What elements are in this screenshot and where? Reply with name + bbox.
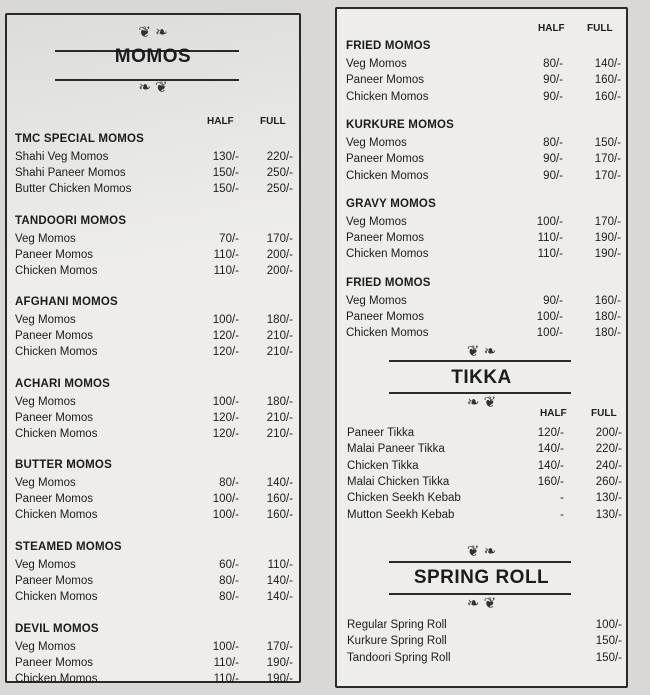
price-half: 90/- <box>543 294 563 307</box>
price-half: 80/- <box>219 575 239 587</box>
item-name: Chicken Momos <box>15 591 98 603</box>
menu-row <box>346 311 621 327</box>
menu-row <box>15 330 293 346</box>
price-half: 120/- <box>212 330 239 343</box>
item-name: Paneer Momos <box>346 74 424 87</box>
price-half: 100/- <box>212 509 239 522</box>
price-full: 180/- <box>594 311 621 323</box>
price-half: 110/- <box>213 672 239 685</box>
price-full: 190/- <box>594 232 621 245</box>
menu-row <box>15 509 293 525</box>
price-half: 160/- <box>537 475 564 488</box>
col-half: HALF <box>538 23 565 34</box>
price-half: 90/- <box>543 169 563 182</box>
flourish-top-icon: ❦ ❧ <box>466 543 497 560</box>
item-name: Veg Momos <box>15 232 76 245</box>
price-half: 150/- <box>212 167 239 179</box>
item-name: Paneer Momos <box>15 493 93 506</box>
price-full: 130/- <box>595 492 622 505</box>
item-name: Veg Momos <box>346 136 407 149</box>
item-name: Paneer Momos <box>346 153 424 166</box>
item-name: Veg Momos <box>15 559 76 571</box>
price-full: 110/- <box>267 559 293 571</box>
price-half: 90/- <box>543 74 563 87</box>
price-half: 80/- <box>543 58 563 70</box>
item-name: Veg Momos <box>346 58 407 70</box>
menu-row <box>15 396 293 412</box>
menu-row <box>346 295 621 311</box>
price-half: 140/- <box>537 443 564 456</box>
price-full: 180/- <box>266 314 293 327</box>
price-full: 210/- <box>266 427 293 440</box>
momos-panel <box>5 13 301 683</box>
price-half: 100/- <box>212 493 239 506</box>
price-half: 80/- <box>543 136 563 149</box>
item-name: Veg Momos <box>346 215 407 228</box>
item-name: Chicken Seekh Kebab <box>347 492 461 505</box>
flourish-bottom-icon: ❧ ❦ <box>466 595 497 612</box>
price-full: 140/- <box>266 591 293 603</box>
item-name: Shahi Veg Momos <box>15 151 109 163</box>
price-half: 110/- <box>213 264 239 277</box>
item-name: Kurkure Spring Roll <box>347 635 447 648</box>
price-full: 150/- <box>595 635 622 648</box>
menu-row <box>15 167 293 183</box>
price-full: 170/- <box>266 232 293 245</box>
menu-row <box>346 216 621 232</box>
menu-row <box>347 443 622 459</box>
menu-row <box>15 493 293 509</box>
item-name: Tandoori Spring Roll <box>347 651 451 664</box>
price-full: 190/- <box>266 656 293 669</box>
section-heading: GRAVY MOMOS <box>346 197 436 210</box>
price-half: 90/- <box>543 90 563 103</box>
menu-row <box>15 428 293 444</box>
price-full: 170/- <box>594 215 621 228</box>
price-full: 250/- <box>266 183 293 195</box>
price-full: 260/- <box>595 475 622 488</box>
item-name: Paneer Momos <box>15 575 93 587</box>
col-full: FULL <box>587 23 613 34</box>
price-half: 110/- <box>537 248 563 261</box>
price-full: 170/- <box>266 640 293 653</box>
price-full: 220/- <box>595 443 622 456</box>
item-name: Veg Momos <box>15 477 76 490</box>
price-half: 100/- <box>536 327 563 340</box>
price-half: 100/- <box>212 640 239 653</box>
menu-row <box>347 635 622 651</box>
price-full: 210/- <box>266 411 293 424</box>
menu-row <box>347 476 622 492</box>
price-half: 100/- <box>536 215 563 228</box>
menu-row <box>346 91 621 107</box>
price-full: 100/- <box>595 619 622 631</box>
banner-line-top <box>389 561 571 563</box>
menu-row <box>15 559 293 575</box>
item-name: Chicken Momos <box>346 327 429 340</box>
menu-row <box>15 265 293 281</box>
menu-row <box>15 233 293 249</box>
price-full: 210/- <box>266 330 293 343</box>
item-name: Chicken Momos <box>346 169 429 182</box>
item-name: Veg Momos <box>15 314 76 327</box>
price-half: 110/- <box>213 656 239 669</box>
item-name: Malai Paneer Tikka <box>347 443 445 456</box>
menu-row <box>347 619 622 635</box>
price-full: 200/- <box>266 248 293 261</box>
tikka-banner <box>337 342 626 414</box>
item-name: Paneer Momos <box>346 232 424 245</box>
fried-tikka-roll-panel <box>335 7 628 688</box>
item-name: Malai Chicken Tikka <box>347 475 450 488</box>
price-half: 80/- <box>219 477 239 490</box>
menu-row <box>15 673 293 689</box>
price-full: 160/- <box>594 90 621 103</box>
price-half: 110/- <box>213 248 239 261</box>
section-heading: ACHARI MOMOS <box>15 377 111 390</box>
price-full: 160/- <box>266 493 293 506</box>
price-full: 140/- <box>266 477 293 490</box>
item-name: Paneer Tikka <box>347 427 415 439</box>
tikka-title: TIKKA <box>451 367 512 388</box>
item-name: Butter Chicken Momos <box>15 183 132 195</box>
section-heading: DEVIL MOMOS <box>15 622 99 635</box>
menu-row <box>346 232 621 248</box>
price-half: - <box>560 492 564 505</box>
menu-row <box>15 183 293 199</box>
menu-row <box>346 58 621 74</box>
menu-row <box>347 652 622 668</box>
item-name: Paneer Momos <box>15 248 93 261</box>
price-full: 180/- <box>266 395 293 408</box>
item-name: Chicken Momos <box>15 672 98 685</box>
menu-row <box>347 492 622 508</box>
price-half: 100/- <box>536 311 563 323</box>
item-name: Mutton Seekh Kebab <box>347 508 455 521</box>
item-name: Paneer Momos <box>346 311 424 323</box>
price-half: 100/- <box>212 395 239 408</box>
price-half: 150/- <box>212 183 239 195</box>
flourish-top-icon: ❦ ❧ <box>466 343 497 360</box>
price-full: 140/- <box>594 58 621 70</box>
price-half: 70/- <box>219 232 239 245</box>
price-half: - <box>560 508 564 521</box>
price-full: 160/- <box>594 74 621 87</box>
price-full: 200/- <box>595 427 622 439</box>
menu-row <box>15 591 293 607</box>
item-name: Paneer Momos <box>15 411 93 424</box>
flourish-bottom-icon: ❧ ❦ <box>138 79 168 96</box>
menu-row <box>15 151 293 167</box>
section-heading: BUTTER MOMOS <box>15 459 112 472</box>
menu-row <box>15 657 293 673</box>
price-full: 160/- <box>594 294 621 307</box>
price-full: 150/- <box>595 651 622 664</box>
price-half: 120/- <box>212 411 239 424</box>
flourish-top-icon: ❦ ❧ <box>138 24 168 41</box>
price-full: 190/- <box>594 248 621 261</box>
section-heading: AFGHANI MOMOS <box>15 296 118 309</box>
price-full: 210/- <box>266 346 293 359</box>
price-full: 170/- <box>594 169 621 182</box>
menu-row <box>347 427 622 443</box>
item-name: Chicken Tikka <box>347 459 419 472</box>
item-name: Chicken Momos <box>15 346 98 359</box>
col-full: FULL <box>260 116 286 127</box>
price-half: 110/- <box>537 232 563 245</box>
section-heading: FRIED MOMOS <box>346 276 431 289</box>
menu-row <box>15 249 293 265</box>
price-full: 140/- <box>266 575 293 587</box>
momos-title: MOMOS <box>114 46 192 67</box>
price-full: 150/- <box>594 136 621 149</box>
spring-roll-banner <box>337 542 626 616</box>
menu-row <box>15 412 293 428</box>
item-name: Chicken Momos <box>15 509 98 522</box>
item-name: Paneer Momos <box>15 330 93 343</box>
section-heading: TANDOORI MOMOS <box>15 214 127 227</box>
menu-row <box>346 170 621 186</box>
item-name: Regular Spring Roll <box>347 619 447 631</box>
price-full: 200/- <box>266 264 293 277</box>
item-name: Chicken Momos <box>15 427 98 440</box>
item-name: Chicken Momos <box>346 90 429 103</box>
price-full: 220/- <box>266 151 293 163</box>
section-heading: KURKURE MOMOS <box>346 118 455 131</box>
item-name: Chicken Momos <box>15 264 98 277</box>
item-name: Paneer Momos <box>15 656 93 669</box>
menu-row <box>15 314 293 330</box>
menu-row <box>346 153 621 169</box>
price-full: 180/- <box>594 327 621 340</box>
menu-row <box>346 74 621 90</box>
tikka-col-half: HALF <box>540 408 567 419</box>
menu-row <box>347 460 622 476</box>
col-half: HALF <box>207 116 234 127</box>
banner-line-top <box>389 360 571 362</box>
item-name: Shahi Paneer Momos <box>15 167 126 179</box>
price-half: 90/- <box>543 153 563 166</box>
menu-row <box>346 137 621 153</box>
price-full: 250/- <box>266 167 293 179</box>
flourish-bottom-icon: ❧ ❦ <box>466 394 497 411</box>
tikka-col-full: FULL <box>591 408 617 419</box>
price-full: 160/- <box>266 509 293 522</box>
menu-row <box>346 248 621 264</box>
price-half: 120/- <box>212 427 239 440</box>
menu-row <box>15 575 293 591</box>
spring-roll-title: SPRING ROLL <box>413 567 550 588</box>
menu-row <box>15 477 293 493</box>
price-full: 130/- <box>595 508 622 521</box>
section-heading: STEAMED MOMOS <box>15 541 122 553</box>
item-name: Veg Momos <box>346 294 407 307</box>
price-half: 60/- <box>219 559 239 571</box>
menu-row <box>15 346 293 362</box>
price-half: 80/- <box>219 591 239 603</box>
momos-banner <box>7 23 299 96</box>
menu-row <box>15 641 293 657</box>
menu-row <box>346 327 621 343</box>
price-half: 140/- <box>537 459 564 472</box>
item-name: Veg Momos <box>15 640 76 653</box>
price-full: 240/- <box>595 459 622 472</box>
price-half: 100/- <box>212 314 239 327</box>
menu-row <box>347 509 622 525</box>
price-half: 130/- <box>212 151 239 163</box>
section-heading: TMC SPECIAL MOMOS <box>15 133 145 145</box>
price-half: 120/- <box>537 427 564 439</box>
price-full: 190/- <box>266 672 293 685</box>
price-half: 120/- <box>212 346 239 359</box>
item-name: Veg Momos <box>15 395 76 408</box>
item-name: Chicken Momos <box>346 248 429 261</box>
section-heading: FRIED MOMOS <box>346 40 431 52</box>
price-full: 170/- <box>594 153 621 166</box>
